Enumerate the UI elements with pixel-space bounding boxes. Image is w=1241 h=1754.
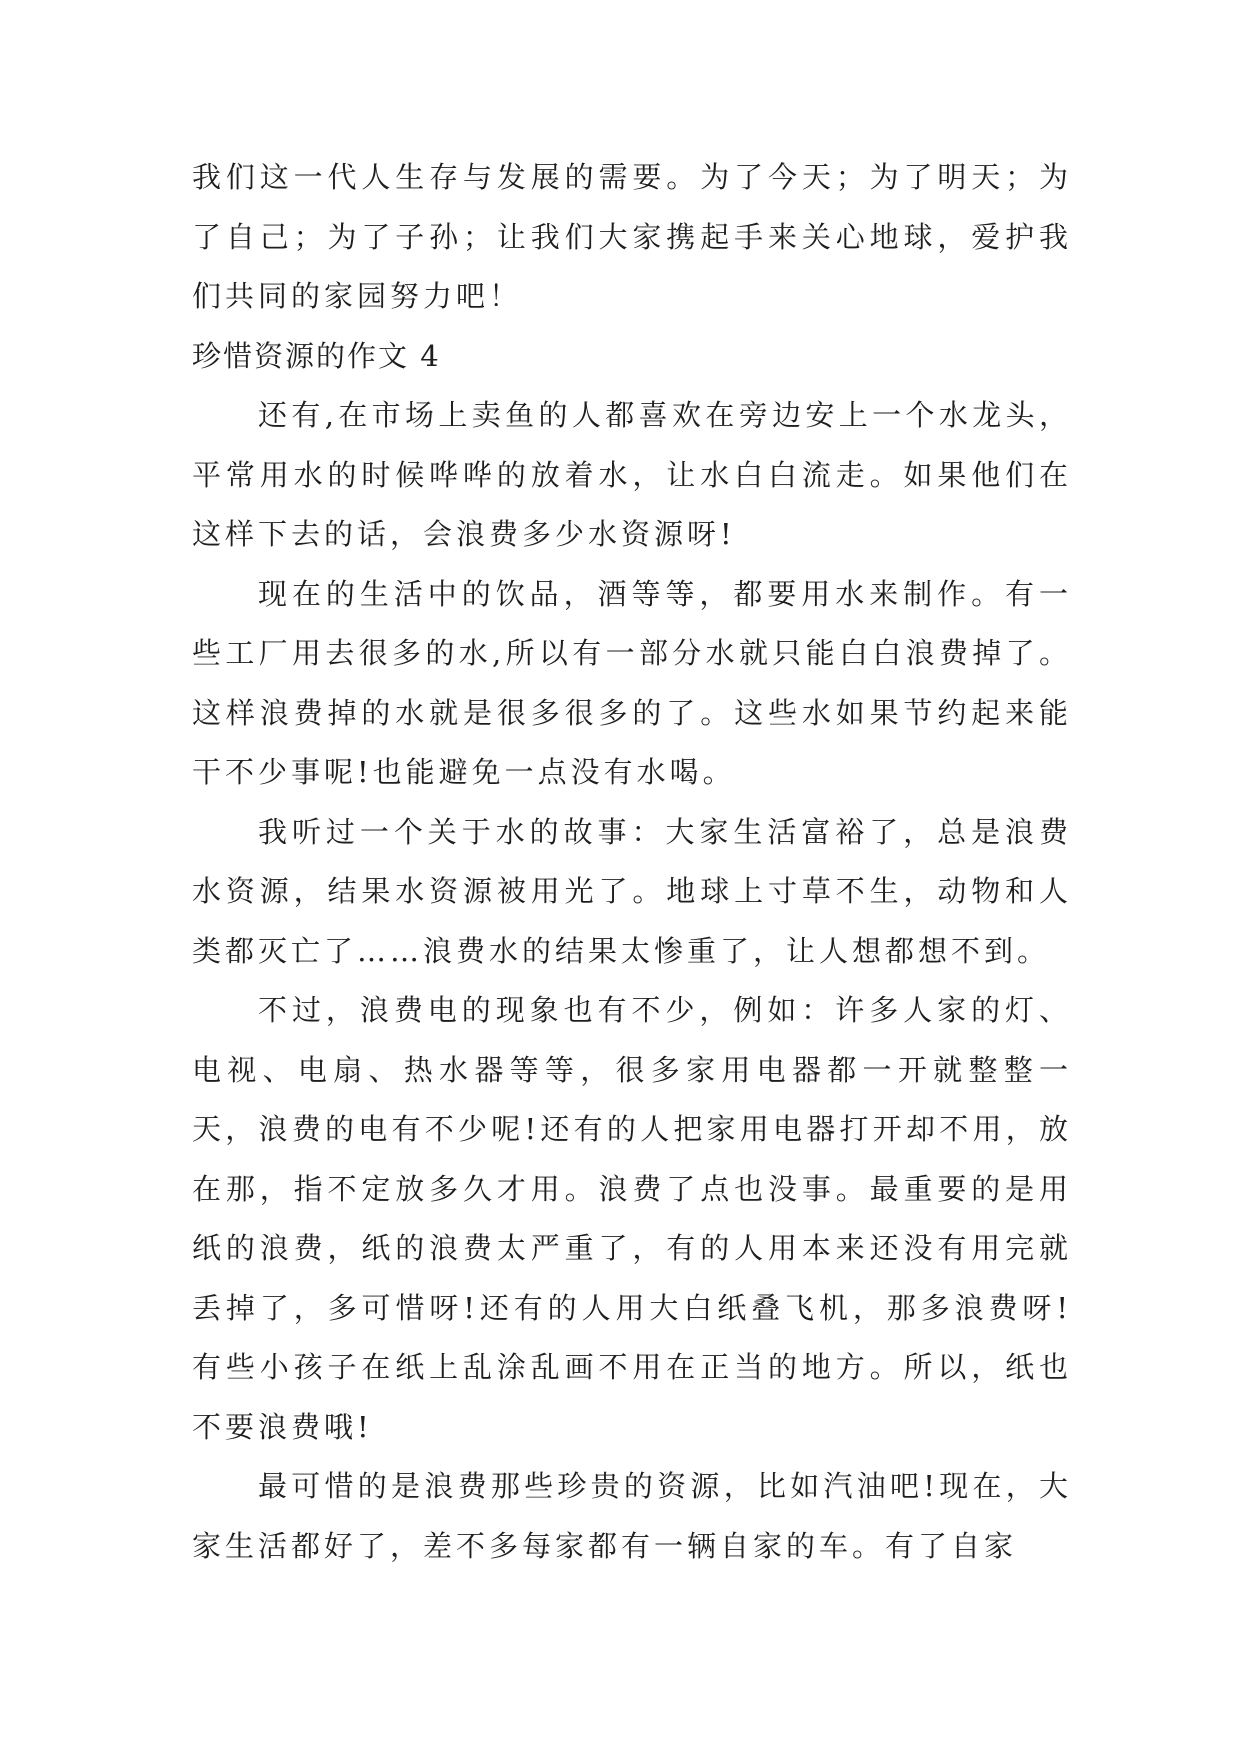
paragraph-2: 现在的生活中的饮品，酒等等，都要用水来制作。有一些工厂用去很多的水,所以有一部分水就只能白白浪费掉了。这样浪费掉的水就是很多很多的了。这些水如果节约起来能干不少事呢!也能避免一点没有水喝。 [192,576,1072,789]
paragraph-1: 还有,在市场上卖鱼的人都喜欢在旁边安上一个水龙头，平常用水的时候哗哗的放着水，让水白白流走。如果他们在这样下去的话，会浪费多少水资源呀! [192,398,1072,551]
paragraph-3: 我听过一个关于水的故事：大家生活富裕了，总是浪费水资源，结果水资源被用光了。地球上寸草不生，动物和人类都灭亡了……浪费水的结果太惨重了，让人想都想不到。 [192,814,1072,968]
paragraph-4: 不过，浪费电的现象也有不少，例如：许多人家的灯、电视、电扇、热水器等等，很多家用电器都一开就整整一天，浪费的电有不少呢!还有的人把家用电器打开却不用，放在那，指不定放多久才用。浪费了点也没事。最重要的是用纸的浪费，纸的浪费太严重了，有的人用本来还没有用完就丢掉了，多可惜呀!还有的人用大白纸叠飞机，那多浪费呀!有些小孩子在纸上乱涂乱画不用在正当的地方。所以，纸也不要浪费哦! [192,993,1072,1444]
continuation-paragraph: 我们这一代人生存与发展的需要。为了今天；为了明天；为了自己；为了子孙；让我们大家携起手来关心地球，爱护我们共同的家园努力吧！ [192,160,1072,313]
document-page [192,148,1072,1576]
essay-heading: 珍惜资源的作文 4 [192,338,441,373]
paragraph-5: 最可惜的是浪费那些珍贵的资源，比如汽油吧!现在，大家生活都好了，差不多每家都有一辆自家的车。有了自家 [192,1469,1072,1563]
